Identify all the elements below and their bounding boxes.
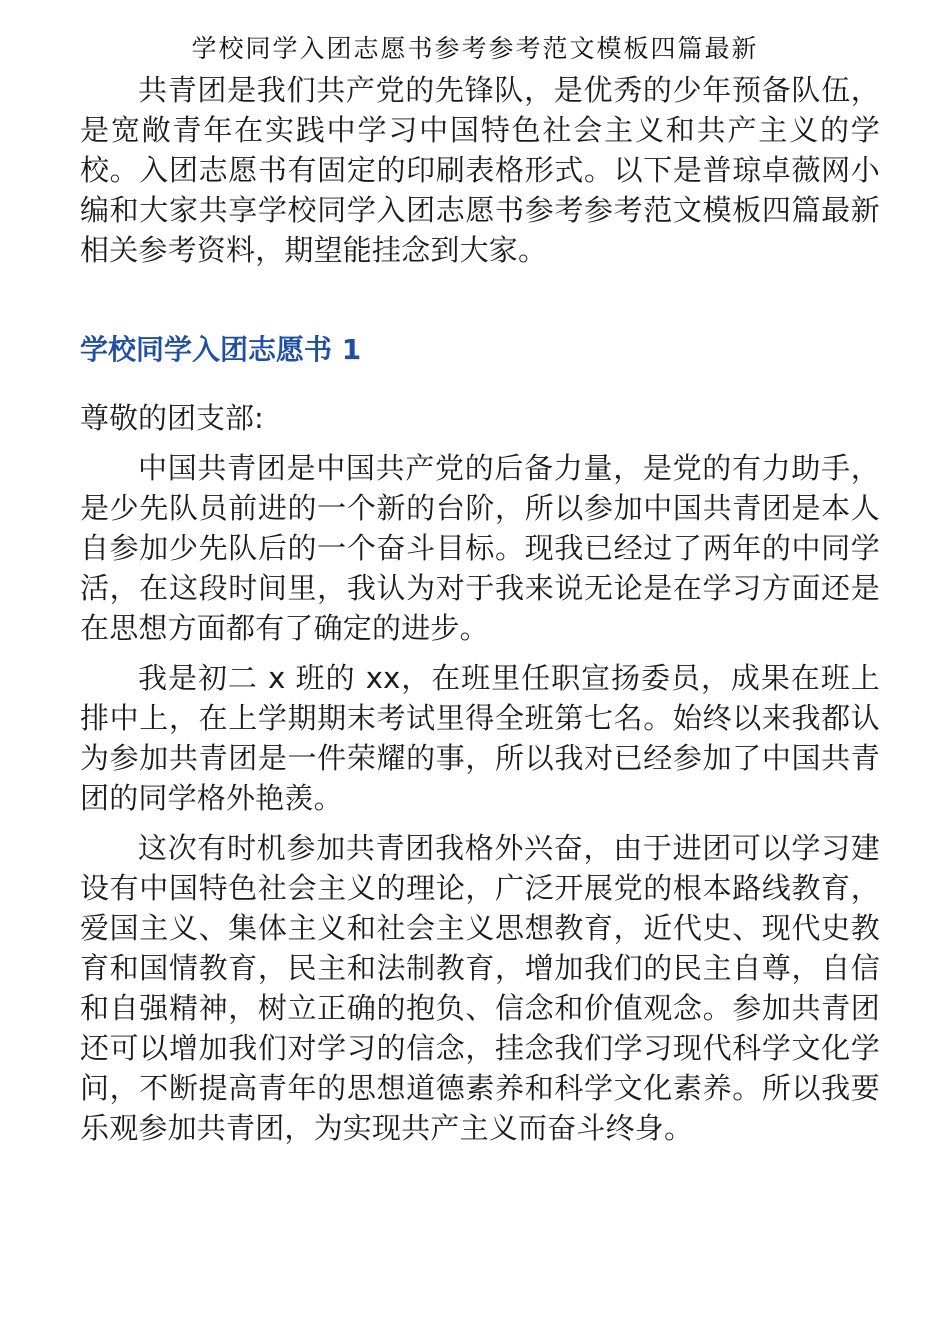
body-paragraph-3: 这次有时机参加共青团我格外兴奋，由于进团可以学习建设有中国特色社会主义的理论，广泛开展党的根本路线教育，爱国主义、集体主义和社会主义思想教育，近代史、现代史教育和国情教育，民主和法制教育，增加我们的民主自尊，自信和自强精神，树立正确的抱负、信念和价值观念。参加共青团还可以增加我们对学习的信念，挂念我们学习现代科学文化学问，不断提高青年的思想道德素养和科学文化素养。所以我要乐观参加共青团，为实现共产主义而奋斗终身。: [80, 831, 880, 1145]
document-body: [80, 70, 880, 1148]
document-title: 学校同学入团志愿书参考参考范文模板四篇最新: [191, 34, 759, 63]
section-heading: 学校同学入团志愿书 1: [80, 333, 362, 366]
body-paragraph-2: 我是初二 x 班的 xx，在班里任职宣扬委员，成果在班上排中上，在上学期期末考试里得全班第七名。始终以来我都认为参加共青团是一件荣耀的事，所以我对已经参加了中国共青团的同学格外艳羡。: [80, 661, 880, 815]
salutation: 尊敬的团支部:: [80, 401, 264, 435]
body-paragraph-1: 中国共青团是中国共产党的后备力量，是党的有力助手，是少先队员前进的一个新的台阶，所以参加中国共青团是本人自参加少先队后的一个奋斗目标。现我已经过了两年的中同学活，在这段时间里，我认为对于我来说无论是在学习方面还是在思想方面都有了确定的进步。: [80, 451, 880, 645]
intro-paragraph: 共青团是我们共产党的先锋队，是优秀的少年预备队伍，是宽敞青年在实践中学习中国特色社会主义和共产主义的学校。入团志愿书有固定的印刷表格形式。以下是普琼卓薇网小编和大家共享学校同学入团志愿书参考参考范文模板四篇最新相关参考资料，期望能挂念到大家。: [80, 73, 880, 267]
